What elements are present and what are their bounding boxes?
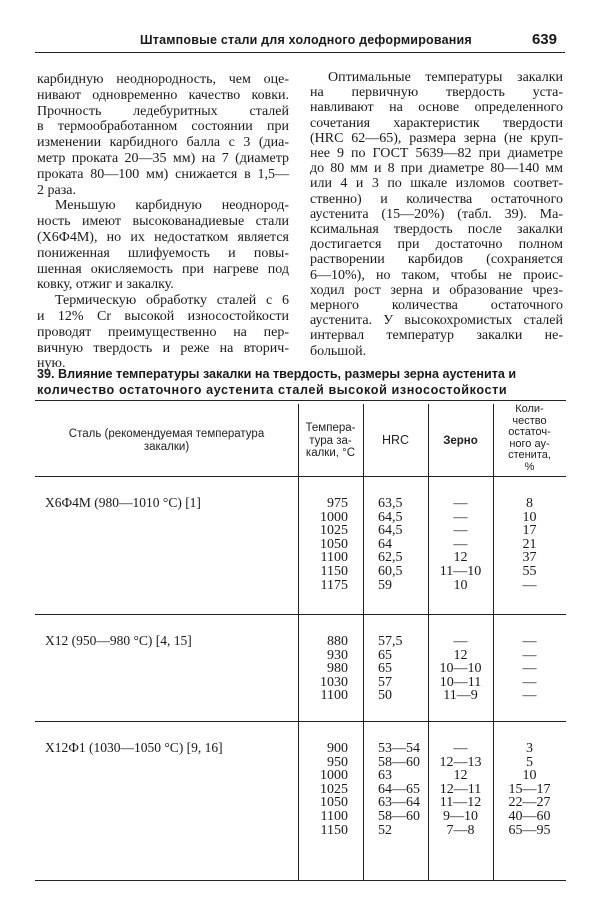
table-caption-line: количество остаточного аустенита сталей высокой износостойкости xyxy=(37,383,508,397)
grain-values: — 12—13 12 12—11 11—12 9—10 7—8 xyxy=(439,741,482,838)
running-header-title: Штамповые стали для холодного деформирования xyxy=(140,33,472,47)
text-line: достигается при достаточно полном xyxy=(310,237,563,253)
table-caption xyxy=(37,366,582,398)
text-line: проката 80—100 мм) снижается в 1,5— xyxy=(37,166,289,182)
text-line: метр проката 20—35 мм) на 7 (диаметр xyxy=(37,150,289,166)
text-line: большой. xyxy=(310,343,367,359)
table-bottom-rule xyxy=(35,880,566,881)
text-line: на первичную твердость уста- xyxy=(310,85,563,101)
text-line: Прочность ледебуритных сталей xyxy=(37,103,289,119)
text-line: пониженная шлифуемость и повы- xyxy=(37,245,289,261)
text-line: ксимальная твердость после закалки xyxy=(310,222,563,238)
austenite-values: 3 5 10 15—17 22—27 40—60 65—95 xyxy=(508,741,551,838)
text-line: аустенита. У высокохромистых сталей xyxy=(310,313,563,329)
text-line: ственно) и количества остаточного xyxy=(310,191,563,207)
text-line: ность имеют высокованадиевые стали xyxy=(37,214,289,230)
right-text-column xyxy=(310,70,563,359)
running-header xyxy=(35,30,565,53)
group-divider xyxy=(35,614,566,615)
steel-grade: Х6Ф4М (980—1010 °С) [1] xyxy=(45,495,201,510)
text-line: нивают одновременно качество ковки. xyxy=(37,87,289,103)
text-line: карбидную неоднородность, чем оце- xyxy=(37,72,289,87)
text-line: вичную твердость и реже на вторич- xyxy=(37,340,289,356)
hrc-values: 53—54 58—60 63 64—65 63—64 58—60 52 xyxy=(378,741,420,838)
header-temperature: Темпера- тура за- калки, °С xyxy=(305,422,356,459)
grain-values: — 12 10—10 10—11 11—9 xyxy=(439,634,482,704)
left-text-column xyxy=(37,72,289,372)
header-austenite: Коли- чество остаточ- ного ау- стенита, % xyxy=(508,403,551,473)
text-line: или 4 и 3 по шкале изломов соответ- xyxy=(310,176,563,192)
austenite-values: — — — — — xyxy=(522,634,537,704)
header-hrc: HRC xyxy=(381,433,410,447)
text-line: шенная окисляемость при нагреве под xyxy=(37,261,289,277)
table-caption-line: 39. Влияние температуры закалки на твердость, размеры зерна аустенита и xyxy=(37,367,517,381)
text-line: до 80 мм и 8 при диаметре 80—140 мм xyxy=(310,161,563,177)
text-line: Меньшую карбидную неоднород- xyxy=(55,198,289,214)
text-line: проводят преимущественно на пер- xyxy=(37,324,289,340)
page-number: 639 xyxy=(531,31,557,48)
table-39 xyxy=(35,400,566,882)
hrc-values: 63,5 64,5 64,5 64 62,5 60,5 59 xyxy=(378,496,403,593)
hrc-values: 57,5 65 65 57 50 xyxy=(378,634,403,704)
table-header-rule xyxy=(35,476,566,477)
temperature-values: 900 950 1000 1025 1050 1100 1150 xyxy=(320,741,348,838)
text-line: растворении карбидов (сохраняется xyxy=(310,252,563,268)
text-line: сочетания характеристик твердости xyxy=(310,115,563,131)
text-line: ковку, отжиг и закалку. xyxy=(37,277,174,293)
text-line: аустенита (15—20%) (табл. 39). Ма- xyxy=(310,206,563,222)
text-line: (Х6Ф4М), но их недостатком является xyxy=(37,229,289,245)
header-grain: Зерно xyxy=(443,435,478,447)
table-top-rule xyxy=(35,400,566,401)
text-line: в термообработанном состоянии при xyxy=(37,119,289,135)
text-line: мерного количества остаточного xyxy=(310,298,563,314)
text-line: нее 9 по ГОСТ 5639—82 при диаметре xyxy=(310,146,563,162)
text-line: Термическую обработку сталей с 6 xyxy=(55,293,289,309)
text-line: 6—10%), но таком, чтобы не проис- xyxy=(310,267,563,283)
text-line: изменении карбидного балла с 3 (диа- xyxy=(37,135,289,151)
text-line: интервал температур закалки не- xyxy=(310,328,563,344)
text-line: Оптимальные температуры закалки xyxy=(328,70,563,85)
temperature-values: 975 1000 1025 1050 1100 1150 1175 xyxy=(320,496,348,593)
austenite-values: 8 10 17 21 37 55 — xyxy=(522,496,537,593)
text-line: ходил рост зерна и образование чрез- xyxy=(310,282,563,298)
steel-grade: Х12Ф1 (1030—1050 °С) [9, 16] xyxy=(45,740,223,755)
text-line: ную. xyxy=(37,356,66,372)
header-steel: Сталь (рекомендуемая температура закалки) xyxy=(68,428,265,453)
group-divider xyxy=(35,721,566,722)
temperature-values: 880 930 980 1030 1100 xyxy=(320,634,348,704)
text-line: навливают на основе определенного xyxy=(310,100,563,116)
text-line: (HRC 62—65), размера зерна (не круп- xyxy=(310,130,563,146)
text-line: 2 раза. xyxy=(37,182,76,198)
text-line: и 12% Cr высокой износостойкости xyxy=(37,308,289,324)
steel-grade: Х12 (950—980 °С) [4, 15] xyxy=(45,633,192,648)
column-divider xyxy=(363,404,364,880)
grain-values: — — — — 12 11—10 10 xyxy=(439,496,482,593)
